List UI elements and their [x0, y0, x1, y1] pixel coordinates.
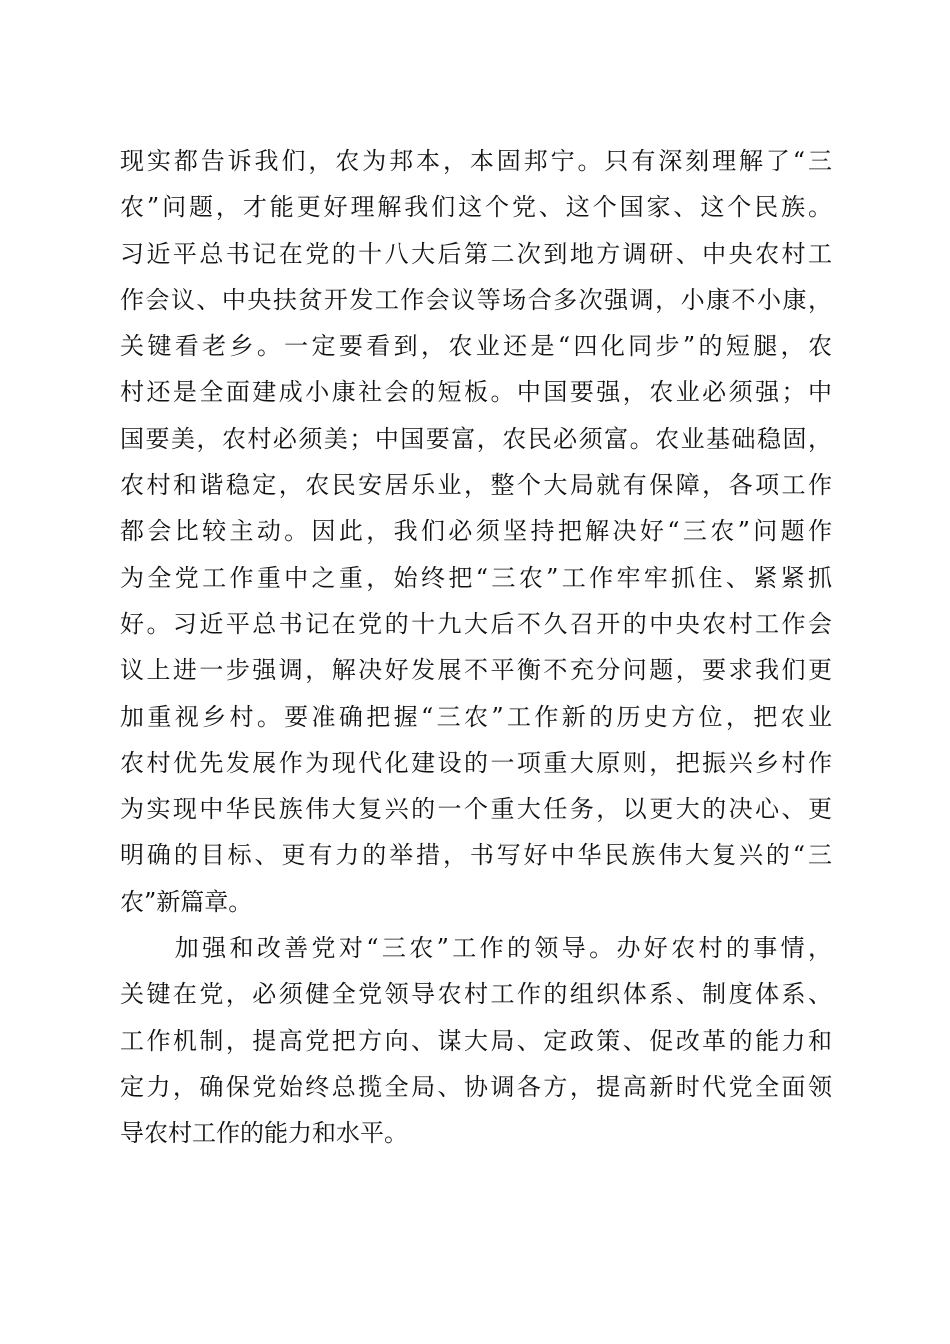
text-line: 议上进一步强调，解决好发展不平衡不充分问题，要求我们更 — [120, 656, 832, 685]
text-line: 关键看老乡。一定要看到，农业还是“四化同步”的短腿，农 — [120, 332, 832, 361]
text-line: 导农村工作的能力和水平。 — [120, 1119, 408, 1148]
text-line: 加强和改善党对“三农”工作的领导。办好农村的事情， — [120, 934, 832, 963]
text-line: 明确的目标、更有力的举措，书写好中华民族伟大复兴的“三 — [120, 841, 832, 870]
text-line: 农村优先发展作为现代化建设的一项重大原则，把振兴乡村作 — [120, 748, 832, 777]
text-line: 作会议、中央扶贫开发工作会议等场合多次强调，小康不小康， — [120, 285, 832, 314]
text-line: 农”新篇章。 — [120, 887, 253, 916]
text-line: 好。习近平总书记在党的十九大后不久召开的中央农村工作会 — [120, 609, 832, 638]
text-line: 为全党工作重中之重，始终把“三农”工作牢牢抓住、紧紧抓 — [120, 563, 832, 592]
paragraph-1 — [120, 138, 832, 925]
text-line: 工作机制，提高党把方向、谋大局、定政策、促改革的能力和 — [120, 1026, 832, 1055]
text-line: 定力，确保党始终总揽全局、协调各方，提高新时代党全面领 — [120, 1072, 832, 1101]
text-line: 国要美，农村必须美；中国要富，农民必须富。农业基础稳固， — [120, 424, 832, 453]
text-line: 习近平总书记在党的十八大后第二次到地方调研、中央农村工 — [120, 239, 832, 268]
text-line: 加重视乡村。要准确把握“三农”工作新的历史方位，把农业 — [120, 702, 832, 731]
text-line: 为实现中华民族伟大复兴的一个重大任务，以更大的决心、更 — [120, 795, 832, 824]
text-line: 村还是全面建成小康社会的短板。中国要强，农业必须强；中 — [120, 378, 832, 407]
body-text — [120, 138, 832, 1157]
text-line: 农”问题，才能更好理解我们这个党、这个国家、这个民族。 — [120, 193, 832, 222]
paragraph-2 — [120, 925, 832, 1156]
text-line: 农村和谐稳定，农民安居乐业，整个大局就有保障，各项工作 — [120, 471, 832, 500]
text-line: 现实都告诉我们，农为邦本，本固邦宁。只有深刻理解了“三 — [120, 147, 832, 175]
text-line: 都会比较主动。因此，我们必须坚持把解决好“三农”问题作 — [120, 517, 832, 546]
text-line: 关键在党，必须健全党领导农村工作的组织体系、制度体系、 — [120, 980, 832, 1009]
